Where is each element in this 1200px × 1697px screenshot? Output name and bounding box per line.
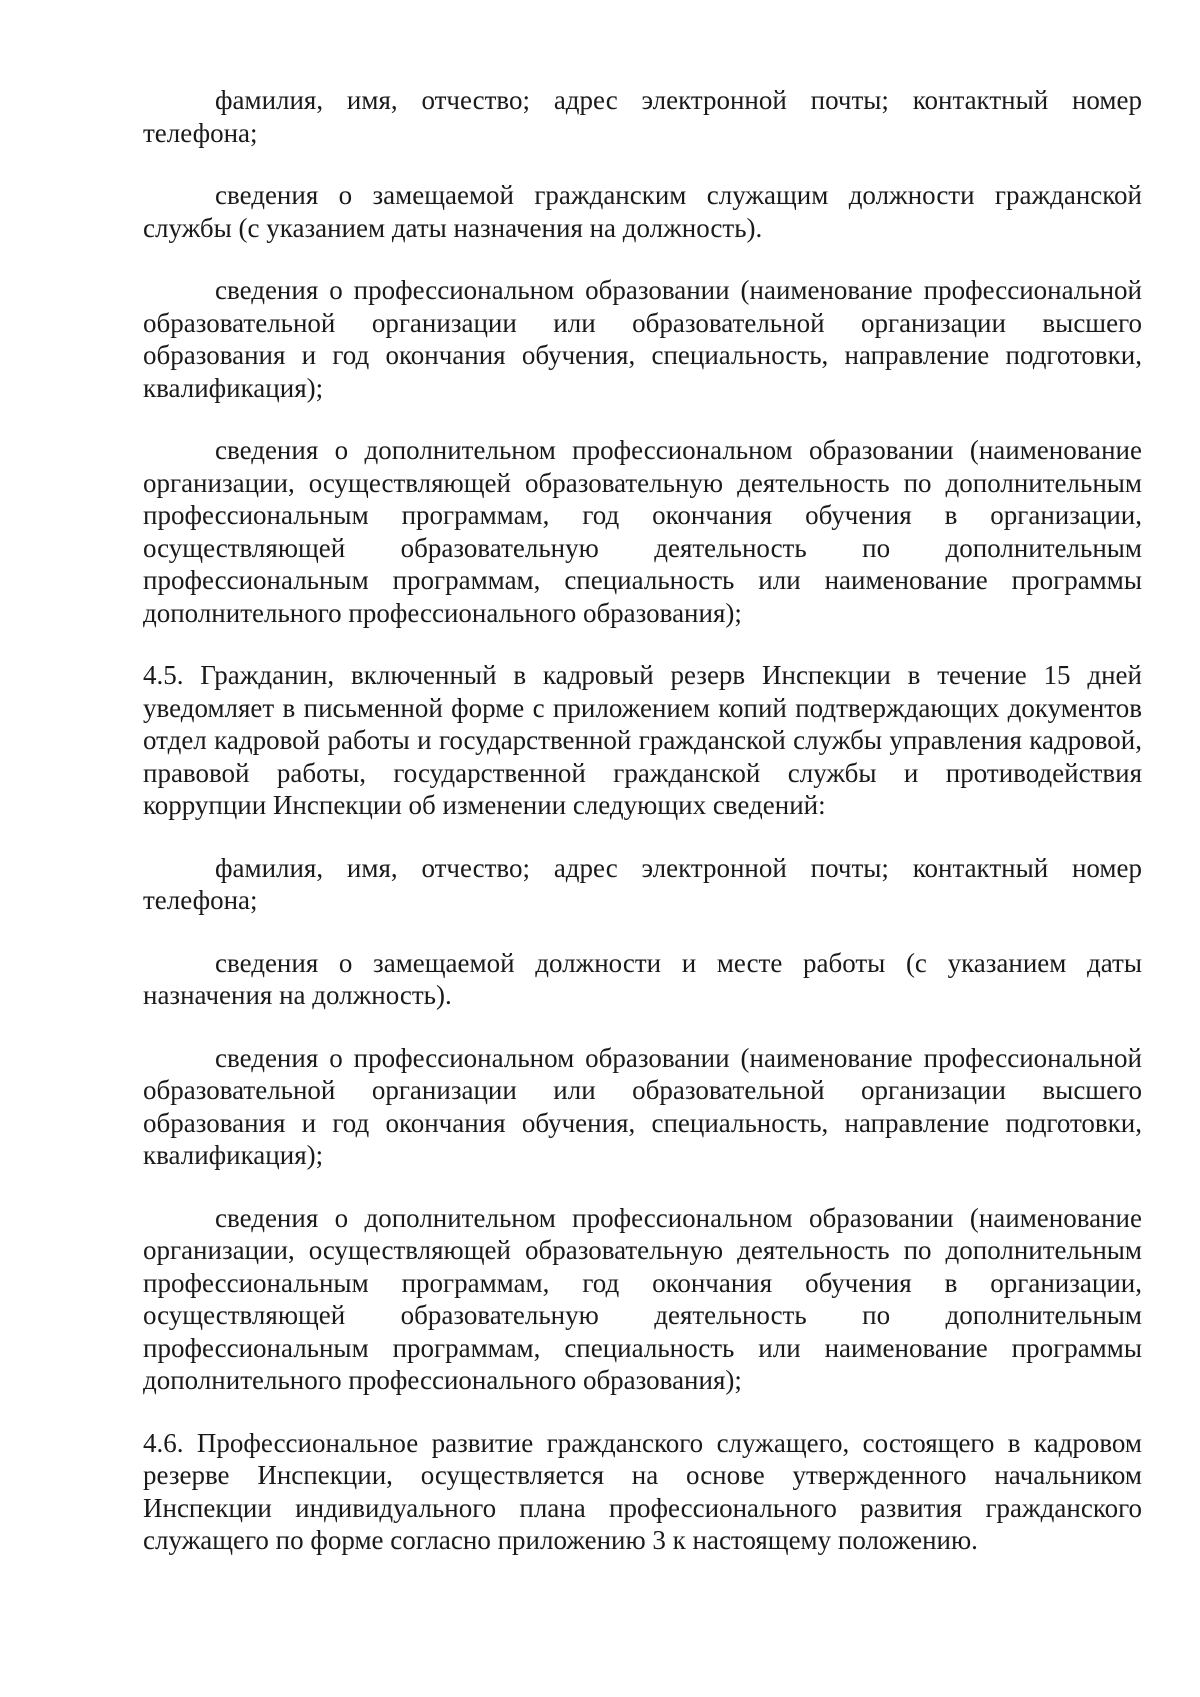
- document-body: [143, 84, 1142, 1587]
- paragraph-contact-info-2: фамилия, имя, отчество; адрес электронной почты; контактный номер телефона;: [143, 852, 1142, 915]
- paragraph-education-info: сведения о профессиональном образовании (наименование профессиональной образовательной организации или образовательной организации высшего образования и год окончания обучения, специальность, направление подготовки, квалификация);: [143, 275, 1142, 403]
- paragraph-additional-education-info: сведения о дополнительном профессиональном образовании (наименование организации, осуществляющей образовательную деятельность по дополнительным профессиональным программам, год окончания обучения в организации, осуществляющей образовательную деятельность по дополнительным профессиональным программам, специальность или наименование программы дополнительного профессионального образования);: [143, 435, 1142, 628]
- paragraph-contact-info: фамилия, имя, отчество; адрес электронной почты; контактный номер телефона;: [143, 85, 1142, 148]
- paragraph-position-info-2: сведения о замещаемой должности и месте работы (с указанием даты назначения на должность).: [143, 947, 1142, 1010]
- paragraph-additional-education-info-2: сведения о дополнительном профессиональном образовании (наименование организации, осуществляющей образовательную деятельность по дополнительным профессиональным программам, год окончания обучения в организации, осуществляющей образовательную деятельность по дополнительным профессиональным программам, специальность или наименование программы дополнительного профессионального образования);: [143, 1202, 1142, 1395]
- paragraph-education-info-2: сведения о профессиональном образовании (наименование профессиональной образовательной организации или образовательной организации высшего образования и год окончания обучения, специальность, направление подготовки, квалификация);: [143, 1042, 1142, 1170]
- paragraph-position-info: сведения о замещаемой гражданским служащим должности гражданской службы (с указанием даты назначения на должность).: [143, 180, 1142, 243]
- paragraph-section-4-6: 4.6. Профессиональное развитие гражданского служащего, состоящего в кадровом резерве Инспекции, осуществляется на основе утвержденного начальником Инспекции индивидуального плана профессионального развития гражданского служащего по форме согласно приложению 3 к настоящему положению.: [143, 1427, 1142, 1555]
- paragraph-section-4-5: 4.5. Гражданин, включенный в кадровый резерв Инспекции в течение 15 дней уведомляет в письменной форме с приложением копий подтверждающих документов отдел кадровой работы и государственной гражданской службы управления кадровой, правовой работы, государственной гражданской службы и противодействия коррупции Инспекции об изменении следующих сведений:: [143, 660, 1142, 820]
